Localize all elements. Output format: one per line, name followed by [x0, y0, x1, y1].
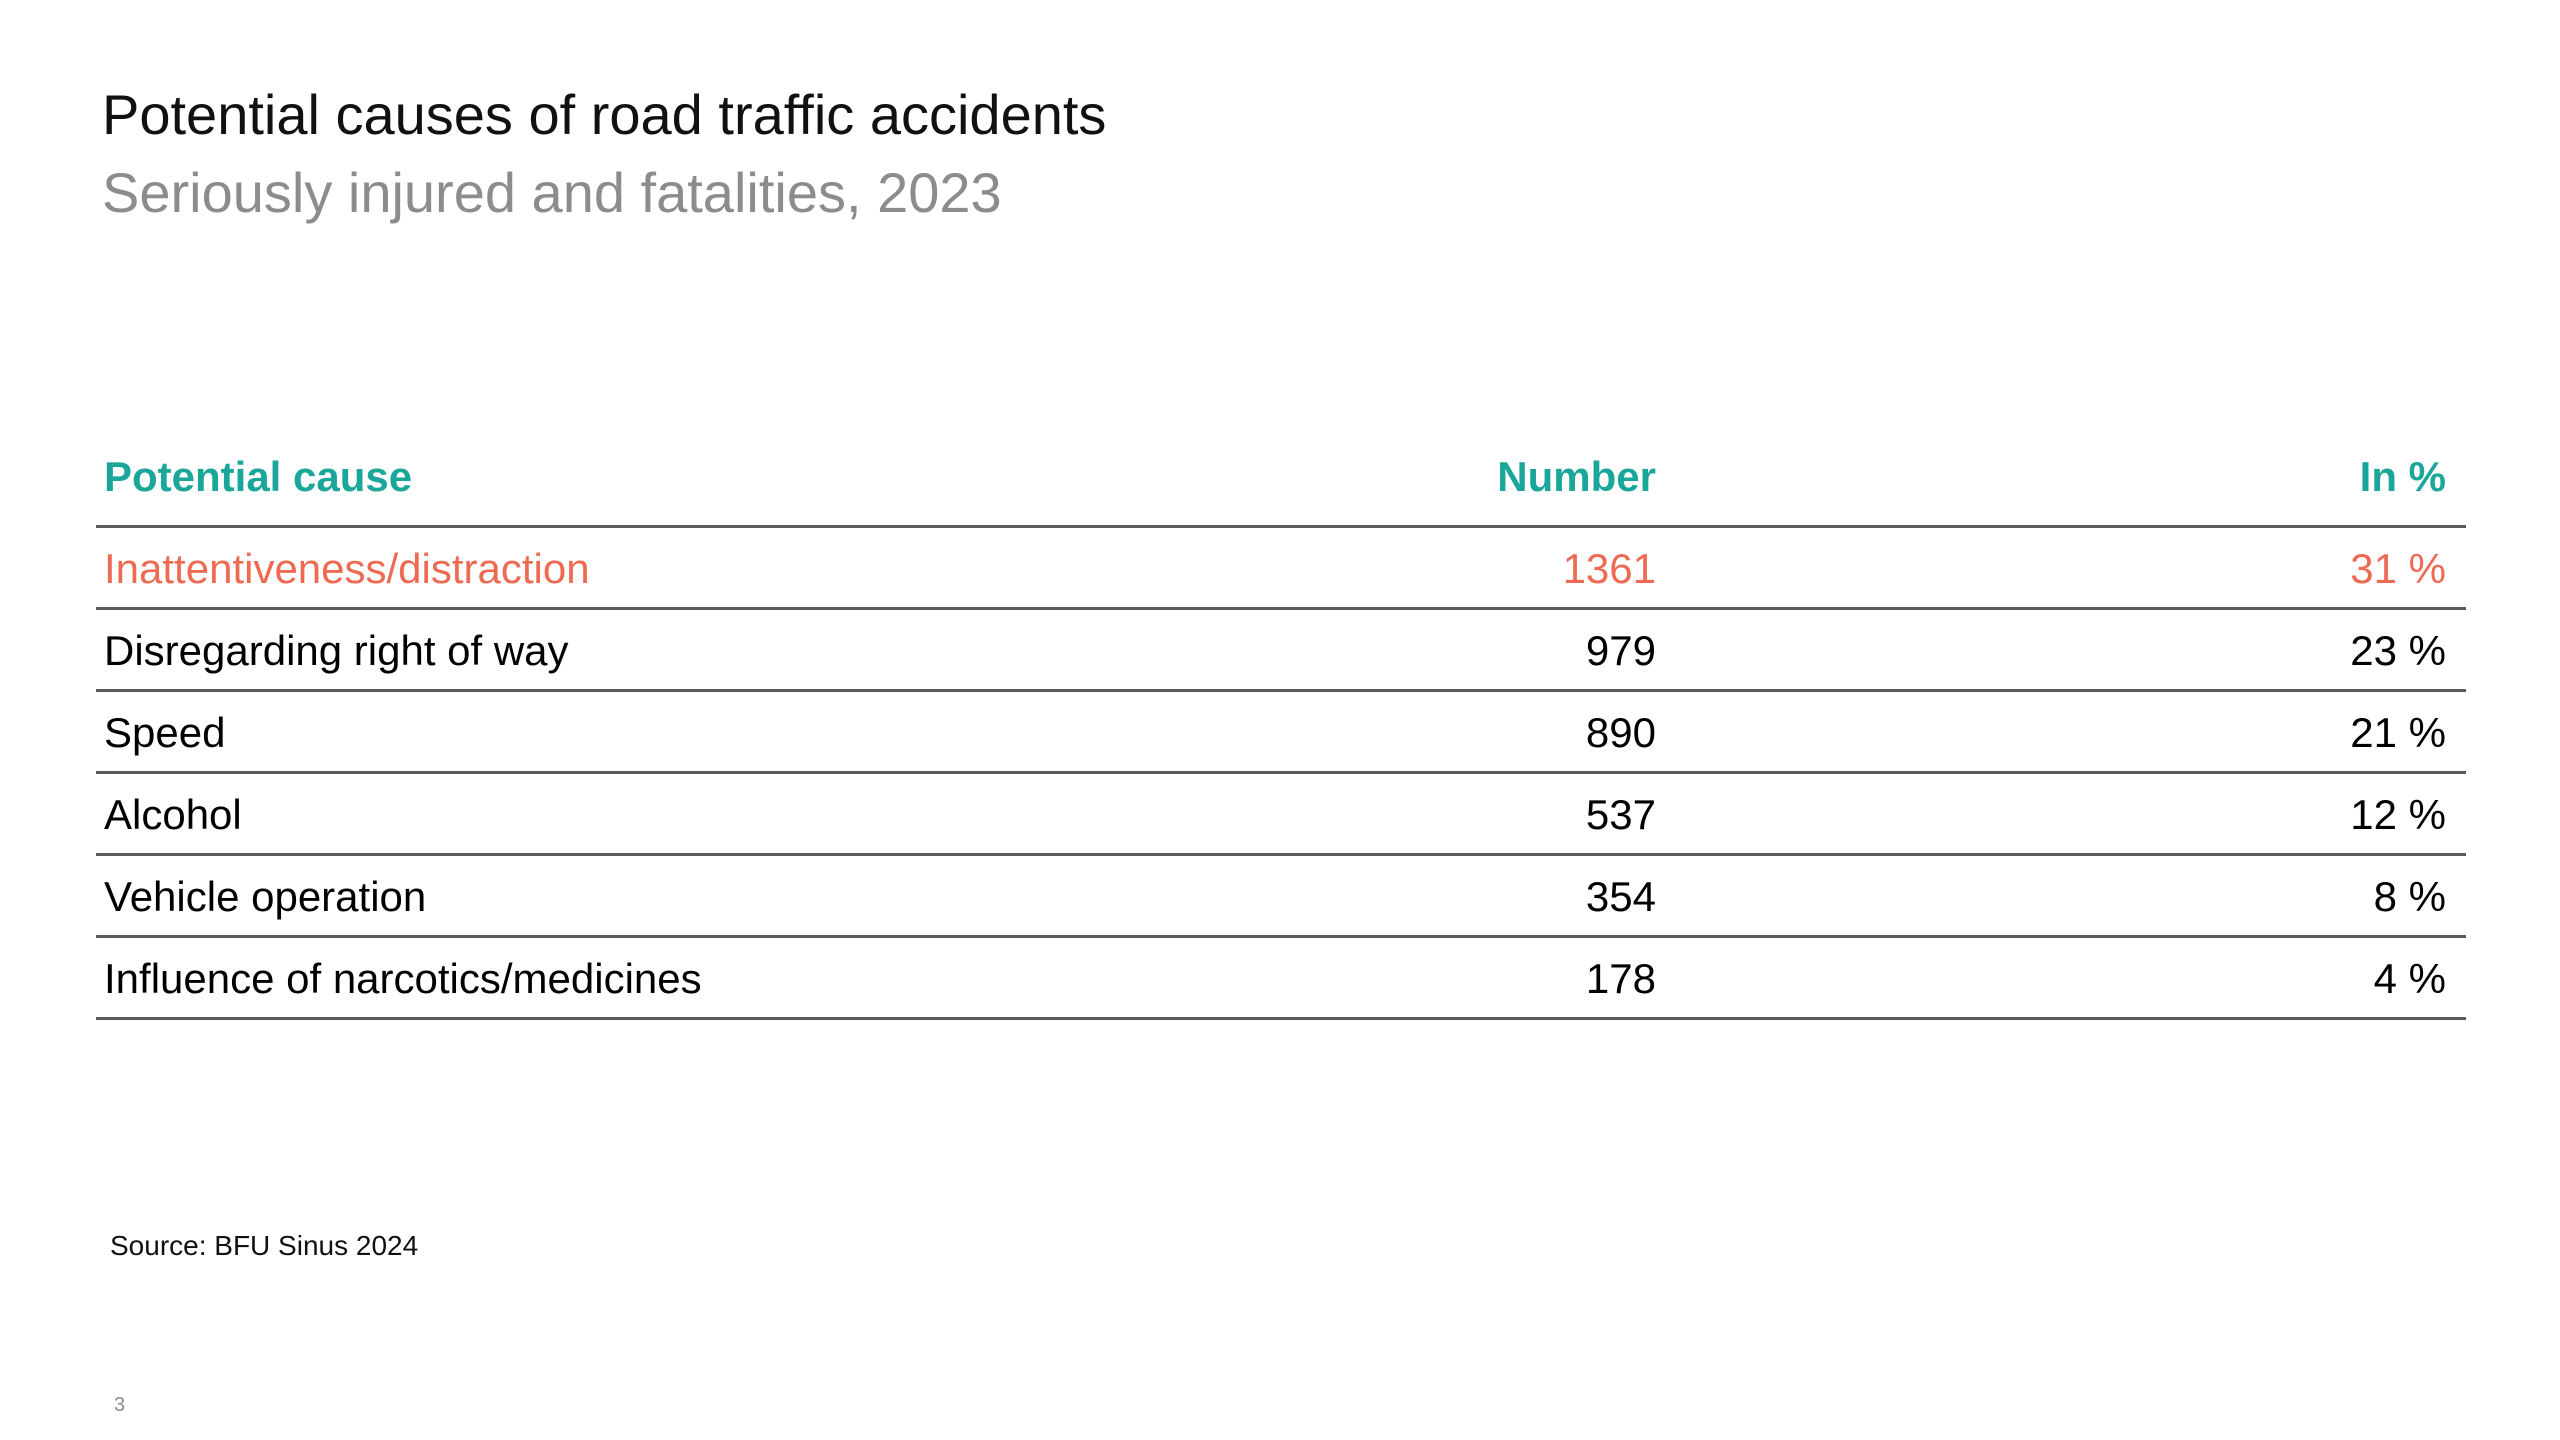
cell-percent: 8 % — [2373, 873, 2446, 920]
cell-number: 537 — [1585, 791, 1656, 838]
header-number: Number — [1497, 453, 1656, 500]
cell-percent: 23 % — [2350, 627, 2446, 674]
cell-cause: Speed — [104, 709, 226, 756]
source-note: Source: BFU Sinus 2024 — [110, 1230, 419, 1261]
table-row — [96, 610, 2466, 692]
table-row — [96, 528, 2466, 610]
cell-number: 1361 — [1562, 545, 1656, 592]
slide-subtitle: Seriously injured and fatalities, 2023 — [102, 161, 1002, 224]
table-row — [96, 938, 2466, 1020]
header-cause: Potential cause — [104, 453, 413, 500]
causes-table — [96, 440, 2466, 1020]
cell-percent: 12 % — [2350, 791, 2446, 838]
cell-number: 178 — [1585, 955, 1656, 1002]
table-row — [96, 774, 2466, 856]
cell-percent: 21 % — [2350, 709, 2446, 756]
cell-percent: 31 % — [2350, 545, 2446, 592]
cell-percent: 4 % — [2373, 955, 2446, 1002]
cell-number: 354 — [1585, 873, 1656, 920]
cell-cause: Alcohol — [104, 791, 242, 838]
slide-title: Potential causes of road traffic accidents — [102, 83, 1107, 146]
cell-cause: Inattentiveness/distraction — [104, 545, 590, 592]
cell-cause: Vehicle operation — [104, 873, 427, 920]
table-header-row — [96, 440, 2466, 528]
cell-cause: Influence of narcotics/medicines — [104, 955, 702, 1002]
cell-number: 979 — [1585, 627, 1656, 674]
cell-cause: Disregarding right of way — [104, 627, 569, 674]
cell-number: 890 — [1585, 709, 1656, 756]
table-row — [96, 856, 2466, 938]
header-percent: In % — [2359, 453, 2446, 500]
table-row — [96, 692, 2466, 774]
page-number: 3 — [114, 1394, 126, 1416]
